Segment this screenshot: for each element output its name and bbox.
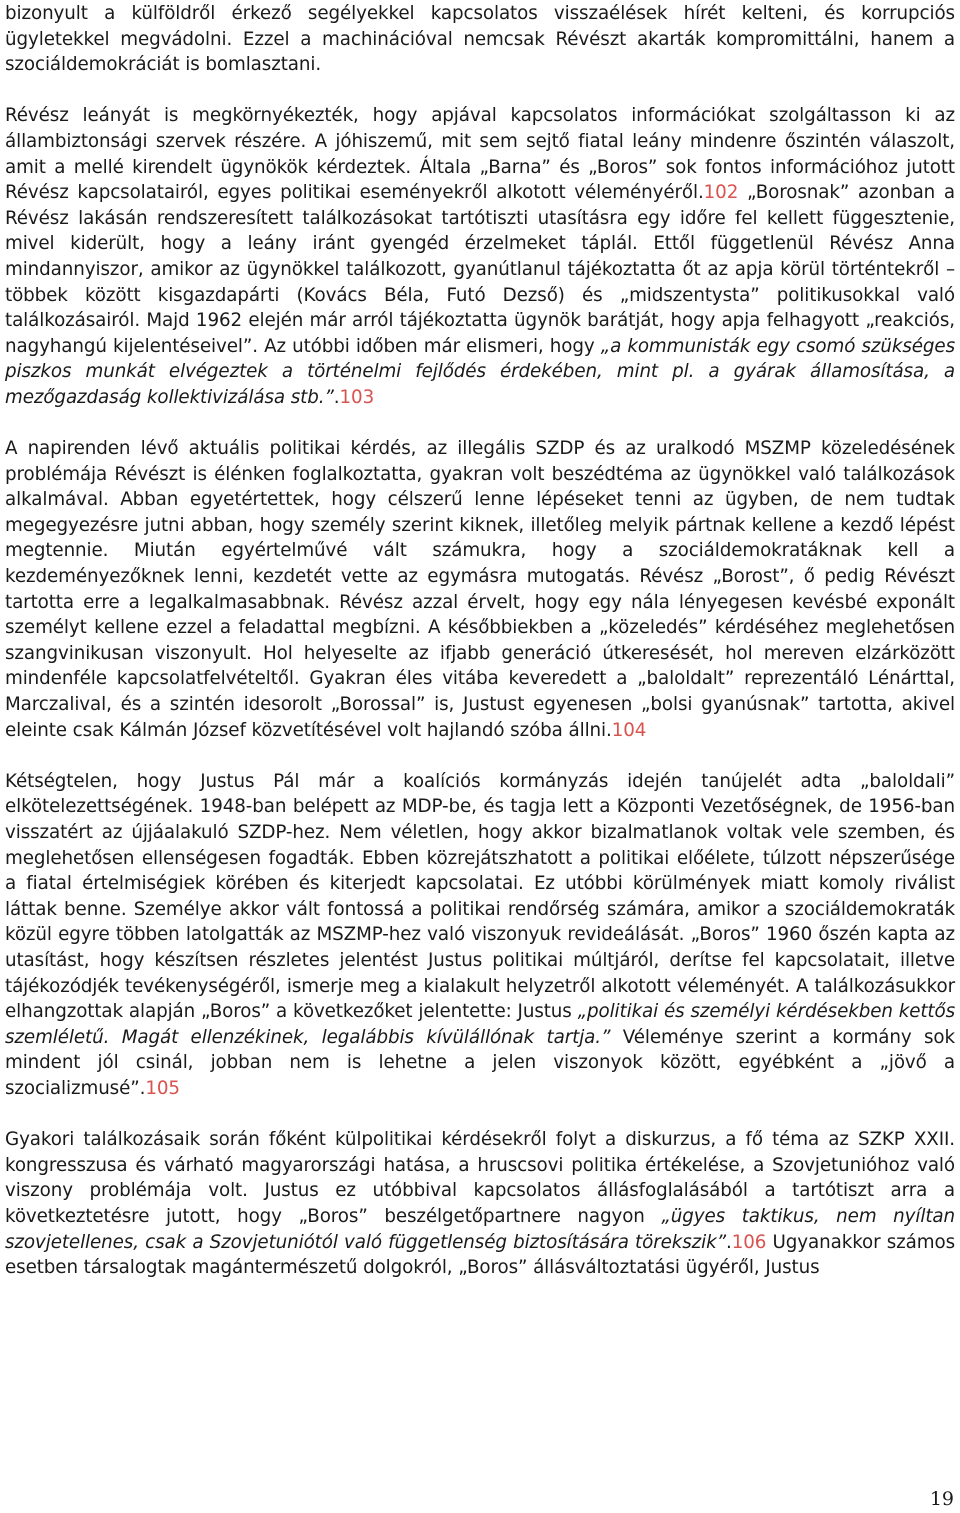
text-run: Véleménye szerint a kormány sok mindent jól csinál, jobban nem is lehetne a jelen viszonyok között, egyébként a „jövő a szocializmusé”.: [5, 1026, 955, 1099]
footnote-reference[interactable]: 102: [703, 182, 739, 204]
footnote-reference[interactable]: 105: [145, 1077, 180, 1099]
text-run: „Borosnak” azonban a Révész lakásán rendszeresített találkozásokat tartótiszti utasításra egy időre fel kellett függesztenie, mivel kiderült, hogy a leány iránt gyengéd érzelmeket táplál. Ettől függetlenül Révész Anna mindannyiszor, amikor az ügynökkel találkozott, gyanútlanul tájékoztatta őt az apja körül történtekről – többek között kisgazdapárti (Kovács Béla, Futó Dezső) és „midszentysta” politikusokkal való találkozásairól. Majd 1962 elején már arról tájékoztatta ügynök barátját, hogy apja felhagyott „reakciós, nagyhangú kijelentéseivel”. Az utóbbi időben már elismeri, hogy: [5, 182, 955, 357]
text-run: Gyakori találkozásaik során főként külpolitikai kérdésekről folyt a diskurzus, a fő téma az SZKP XXII. kongresszusa és várható magyarországi hatása, a hruscsovi politika értékelése, a Szovjetunióhoz való viszony problémája volt. Justus ez utóbbival kapcsolatos állásfoglalásából a tartótiszt arra a következtetésre jutott, hogy „Boros” beszélgetőpartnere nagyon: [5, 1129, 955, 1227]
footnote-reference[interactable]: 104: [611, 719, 647, 741]
quoted-text: „a kommunisták egy csomó szükséges piszkos munkát elvégeztek a történelmi fejlődés érdekében, mint pl. a gyárak államosítása, a mezőgazdaság kollektivizálása stb.”: [5, 335, 955, 408]
text-run: A napirenden lévő aktuális politikai kérdés, az illegális SZDP és az uralkodó MSZMP közeledésének problémája Révészt is élénken foglalkoztatta, gyakran volt beszédtéma az ügynökkel való találkozások alkalmával. Abban egyetértettek, hogy célszerű lenne lépéseket tenni az ügyben, de nem tudtak megegyezésre jutni abban, hogy személy szerint kiknek, illetőleg melyik pártnak kellene a kezdő lépést megtennie. Miután egyértelművé vált számukra, hogy a szociáldemokratáknak kell a kezdeményezőknek lenni, kezdetét vette az egymásra mutogatás. Révész „Borost”, ő pedig Révészt tartotta erre a legalkalmasabbnak. Révész azzal érvelt, hogy egy nála lényegesen kevésbé exponált személyt kellene ezzel a feladattal megbízni. A későbbiekben a „közeledés” kérdéséhez meglehetősen szangvinikusan viszonyult. Hol helyeselte az ifjabb generáció útkeresését, hol mereven elzárközött mindenféle kapcsolatfelvételtől. Gyakran éles vitába keveredett a „baloldalt” reprezentáló Lénárttal, Marczalival, és a szintén idesorolt „Borossal” is, Justust egyenesen „bolsi gyanúsnak” tartotta, akivel eleinte csak Kálmán József közvetítésével volt hajlandó szóba állni.: [5, 438, 955, 741]
footnote-reference[interactable]: 103: [339, 386, 375, 408]
body-paragraph: [5, 103, 955, 410]
body-paragraph: [5, 1, 955, 78]
text-run: .: [333, 386, 340, 408]
body-paragraph: [5, 769, 955, 1102]
text-run: Kétségtelen, hogy Justus Pál már a koalíciós kormányzás idején tanújelét adta „baloldali” elkötelezettségének. 1948-ban belépett az MDP-be, és tagja lett a Központi Vezetőségnek, de 1956-ban visszatért az újjáalakuló SZDP-hez. Nem véletlen, hogy akkor bizalmatlanok voltak vele szemben, és meglehetősen ellenségesen fogadták. Ebben közrejátszhatott a politikai előélete, túlzott népszerűsége a fiatal értelmiségiek körében és kiterjedt kapcsolatai. Ez utóbbi körülmények miatt komoly riválist láttak benne. Személye akkor vált fontossá a politikai rendőrség számára, amikor a szociáldemokraták közül egyre többen latolgatták az MSZMP-hez való viszonyuk revideálását. „Boros” 1960 őszén kapta az utasítást, hogy készítsen részletes jelentést Justus politikai múltjáról, derítse fel kapcsolatait, illetve tájékozódjék tevékenységéről, ismerje meg a kialakult helyzetről alkotott véleményét. A találkozásukkor elhangzottak alapján „Boros” a következőket jelentette: Justus: [5, 770, 955, 1023]
text-run: .: [726, 1231, 732, 1253]
text-run: bizonyult a külföldről érkező segélyekkel kapcsolatos visszaélések hírét kelteni, és korrupciós ügyletekkel megvádolni. Ezzel a machinációval nemcsak Révészt akarták kompromittálni, hanem a szociáldemokráciát is bomlasztani.: [5, 3, 955, 76]
quoted-text: „ügyes taktikus, nem nyíltan szovjetellenes, csak a Szovjetuniótól való függetlenség biztosítására törekszik”: [5, 1205, 955, 1253]
text-run: Révész leányát is megkörnyékezték, hogy apjával kapcsolatos információkat szolgáltasson ki az állambiztonsági szervek részére. A jóhiszemű, mit sem sejtő fiatal leány mindenre őszintén válaszolt, amit a mellé kirendelt ügynökök kérdeztek. Általa „Barna” és „Boros” sok fontos információhoz jutott Révész kapcsolatairól, egyes politikai eseményekről alkotott véleményéről.: [5, 105, 955, 204]
body-paragraph: [5, 1127, 955, 1281]
page-number: 19: [929, 1488, 954, 1510]
text-run: Ugyanakkor számos esetben társalogtak magántermészetű dolgokról, „Boros” állásváltoztatási ügyéről, Justus: [5, 1231, 955, 1279]
quoted-text: „politikai és személyi kérdésekben kettős szemléletű. Magát ellenzékinek, legalábbis kívülállónak tartja.”: [5, 1001, 956, 1048]
footnote-reference[interactable]: 106: [731, 1231, 767, 1253]
document-page: [5, 0, 955, 1306]
body-paragraph: [5, 436, 955, 743]
